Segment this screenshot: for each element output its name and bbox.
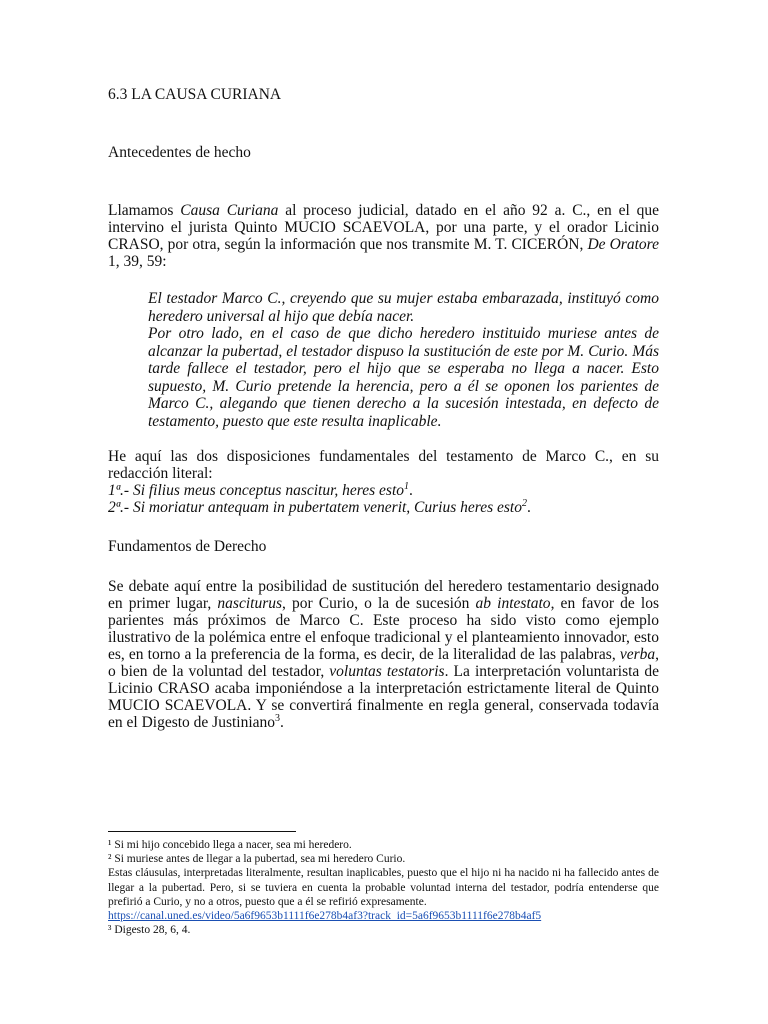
paragraph-fundamentos: Se debate aquí entre la posibilidad de sustitución del heredero testamentario designado en primer lugar, nasciturus, por Curio, o la de sucesión ab intestato, en favor de los parientes más próximos de Marco C. Este proceso ha sido visto como ejemplo ilustrativo de la polémica entre el enfoque tradicional y el planteamiento innovador, esto es, en torno a la preferencia de la forma, es decir, de la literalidad de las palabras, verba, o bien de la voluntad del testador, voluntas testatoris. La interpretación voluntarista de Licinio CRASO acaba imponiéndose a la interpretación estrictamente literal de Quinto MUCIO SCAEVOLA. Y se convertirá finalmente en regla general, conservada todavía en el Digesto de Justiniano$^3$. <box>108 578 659 731</box>
document-body <box>108 84 659 731</box>
subheading-antecedentes: Antecedentes de hecho <box>108 144 251 161</box>
clause-1: 1ª.- Si filius meus conceptus nascitur, heres esto$^1$. <box>108 480 413 499</box>
footnote-ref-2: 2 <box>521 497 527 509</box>
section-heading: 6.3 LA CAUSA CURIANA <box>108 86 282 103</box>
footnote-2-explanation: Estas cláusulas, interpretadas literalmente, resultan inaplicables, puesto que el hijo ni ha nacido ni ha fallecido antes de llegar a la pubertad. Pero, si se tuviera en cuenta la probable voluntad interna del testador, podría entenderse que prefirió a Curio, y no a otros, puesto que a él se refirió expresamente. <box>108 867 659 908</box>
paragraph-intro: Llamamos Causa Curiana al proceso judicial, datado en el año 92 a. C., en el que intervino el jurista Quinto MUCIO SCAEVOLA, por una parte, y el orador Licinio CRASO, por otra, según la información que nos transmite M. T. CICERÓN, De Oratore 1, 39, 59: <box>108 202 659 270</box>
clause-2: 2ª.- Si moriatur antequam in pubertatem venerit, Curius heres esto$^2$. <box>108 497 531 516</box>
footnote-separator <box>108 831 296 832</box>
italic-de-oratore: De Oratore <box>587 236 659 253</box>
block-quote <box>148 290 659 430</box>
footnote-2: ² Si muriese antes de llegar a la pubertad, sea mi heredero Curio. <box>108 853 406 866</box>
subheading-fundamentos: Fundamentos de Derecho <box>108 538 267 555</box>
paragraph-dispositions: He aquí las dos disposiciones fundamentales del testamento de Marco C., en su redacción literal: <box>108 448 659 482</box>
footnote-1: ¹ Si mi hijo concebido llega a nacer, sea mi heredero. <box>108 839 352 851</box>
footnote-link-line <box>108 909 659 923</box>
footnote-3: ³ Digesto 28, 6, 4. <box>108 924 191 937</box>
footnotes <box>108 838 659 937</box>
quote-paragraph-1: El testador Marco C., creyendo que su mujer estaba embarazada, instituyó como heredero universal al hijo que debía nacer. <box>148 290 659 325</box>
italic-causa-curiana: Causa Curiana <box>180 202 279 219</box>
uned-video-link[interactable]: https://canal.uned.es/video/5a6f9653b1111f6e278b4af3?track_id=5a6f9653b1111f6e278b4af5 <box>108 910 542 923</box>
footnote-ref-3: 3 <box>275 712 281 724</box>
quote-paragraph-2: Por otro lado, en el caso de que dicho heredero instituido muriese antes de alcanzar la pubertad, el testador dispuso la sustitución de este por M. Curio. Más tarde fallece el testador, pero el hijo que se esperaba no llega a nacer. Esto supuesto, M. Curio pretende la herencia, pero a él se oponen los parientes de Marco C., alegando que tienen derecho a la sucesión intestada, en defecto de testamento, puesto que este resulta inaplicable. <box>148 325 659 430</box>
footnote-ref-1: 1 <box>404 480 410 492</box>
